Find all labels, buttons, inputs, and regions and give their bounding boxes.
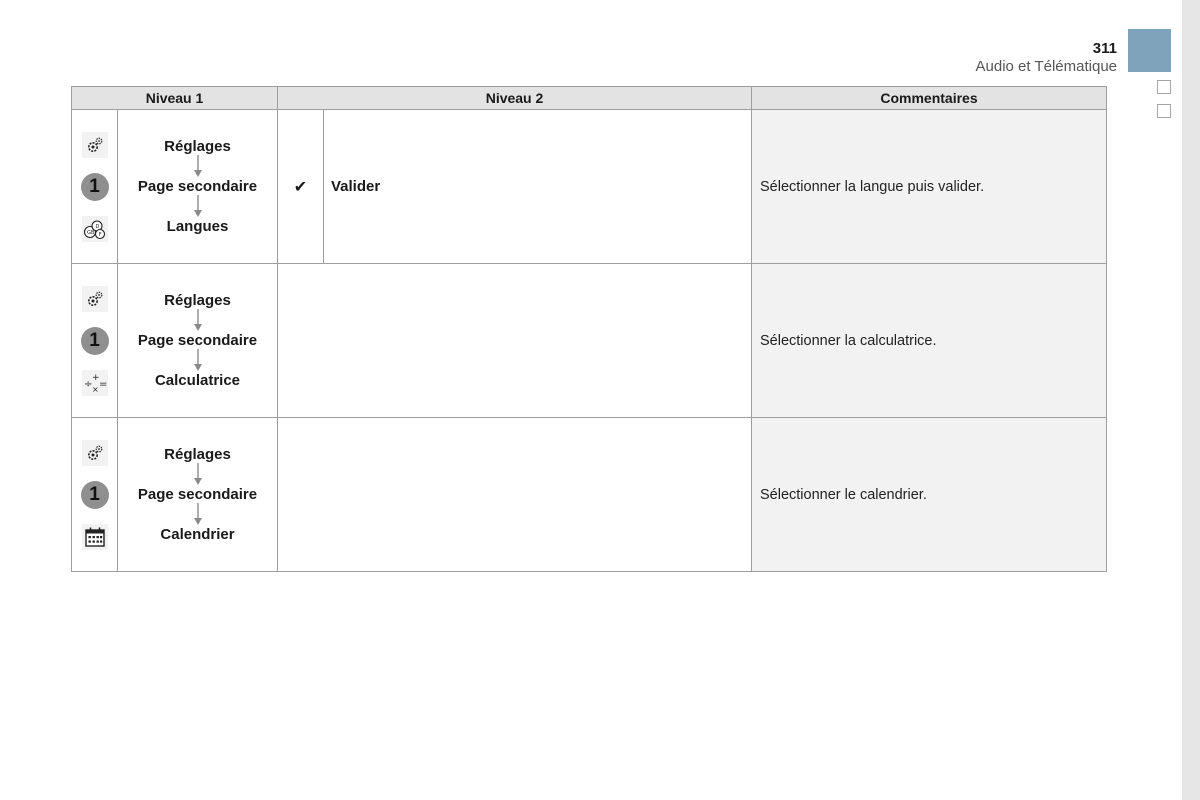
path-step-label: Réglages [164,446,231,463]
svg-text:×: × [91,384,99,394]
column-header-niveau-2: Niveau 2 [278,87,752,110]
settings-gears-icon [82,132,108,158]
step-1-badge: 1 [81,481,109,509]
level-2-empty-cell [278,264,752,418]
page-header [900,40,1117,76]
icon-cell [72,418,118,572]
page-number: 311 [1092,40,1117,57]
side-nav-box [1157,104,1171,118]
path-step-label: Page secondaire [137,486,258,503]
check-icon: ✔ [278,110,324,264]
settings-gears-icon [82,440,108,466]
column-header-niveau-1: Niveau 1 [72,87,278,110]
settings-table [71,86,1107,572]
section-title: Audio et Télématique [975,58,1117,75]
comment-cell: Sélectionner la calculatrice. [752,264,1107,418]
icon-cell [72,110,118,264]
level-2-label: Valider [324,110,752,264]
comment-cell: Sélectionner la langue puis valider. [752,110,1107,264]
path-step-label: Calendrier [160,526,235,543]
step-1-badge: 1 [81,327,109,355]
path-step-label: Page secondaire [137,178,258,195]
calculator-icon [82,370,108,396]
side-nav-box [1157,80,1171,94]
svg-text:÷: ÷ [83,378,92,390]
svg-text:=: = [98,378,107,390]
page-margin-strip [1182,0,1200,800]
svg-text:F: F [98,231,102,238]
svg-text:+: + [91,372,100,383]
languages-flags-icon [82,216,108,242]
comment-cell: Sélectionner le calendrier. [752,418,1107,572]
level-1-path [118,110,278,264]
svg-text:GB: GB [86,229,94,236]
svg-text:D: D [95,223,99,230]
arrow-down-icon [193,463,203,486]
arrow-down-icon [193,349,203,372]
path-step-label: Réglages [164,292,231,309]
calendar-icon [82,524,108,550]
step-1-badge: 1 [81,173,109,201]
icon-cell [72,264,118,418]
arrow-down-icon [193,195,203,218]
chapter-tab [1128,29,1171,72]
table-row [72,110,1107,264]
level-1-path [118,418,278,572]
level-2-empty-cell [278,418,752,572]
path-step-label: Langues [166,218,229,235]
path-step-label: Calculatrice [154,372,241,389]
arrow-down-icon [193,309,203,332]
column-header-commentaires: Commentaires [752,87,1107,110]
arrow-down-icon [193,503,203,526]
path-step-label: Page secondaire [137,332,258,349]
arrow-down-icon [193,155,203,178]
settings-gears-icon [82,286,108,312]
level-1-path [118,264,278,418]
path-step-label: Réglages [164,138,231,155]
table-row [72,264,1107,418]
table-row [72,418,1107,572]
table-header-row [72,87,1107,110]
